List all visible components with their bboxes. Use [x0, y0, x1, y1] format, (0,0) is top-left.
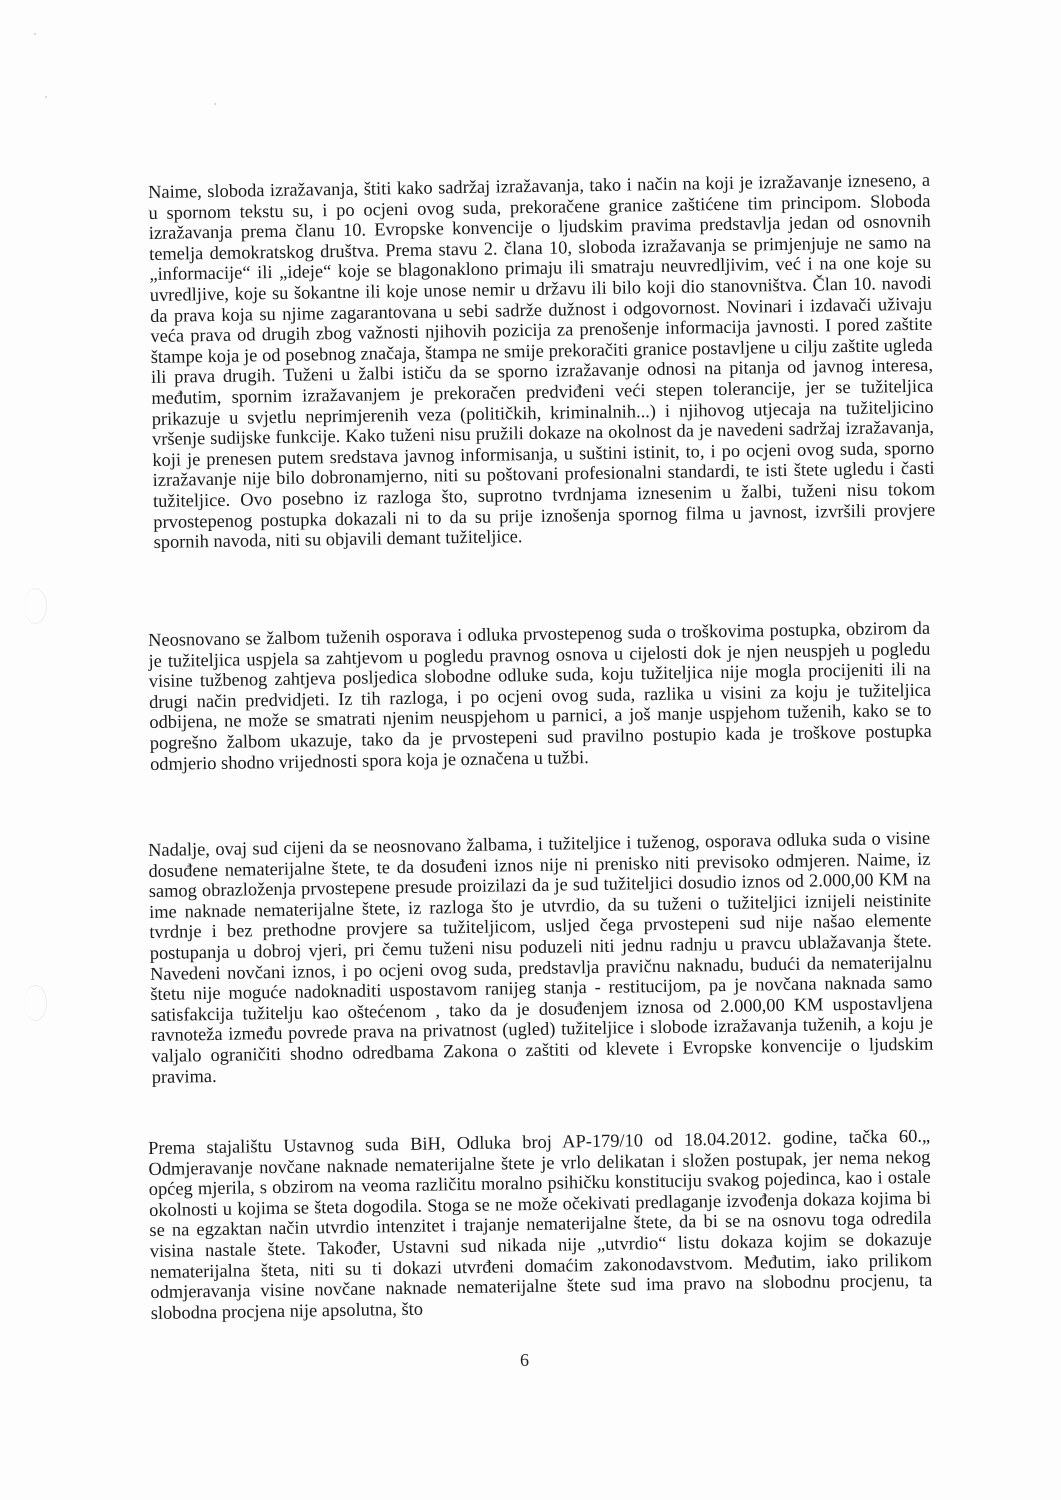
- paragraph-text: Nadalje, ovaj sud cijeni da se neosnovano žalbama, i tužiteljice i tuženog, osporava odluka suda o visine dosuđene nematerijalne štete, te da dosuđeni iznos nije ni prenisko niti previsoko odmjeren. Naime, iz samog obrazloženja prvostepene presude proizilazi da je sud tužiteljici dosudio iznos od 2.000,00 KM na ime naknade nematerijalne štete, iz razloga što je utvrdio, da su tuženi o tužiteljici iznijeli neistinite tvrdnje i bez prethodne provjere sa tužiteljicom, usljed čega prvostepeni sud nije našao elemente postupanja u dobroj vjeri, pri čemu tuženi nisu poduzeli niti jednu radnju u pravcu ublažavanja štete. Navedeni novčani iznos, i po ocjeni ovog suda, predstavlja pravičnu naknadu, budući da nematerijalnu štetu nije moguće nadoknaditi uspostavom ranijeg stanja - restitucijom, pa je novčana naknada samo satisfakcija tužitelju kao oštećenom , tako da je dosuđenjem iznosa od 2.000,00 KM uspostavljena ravnoteža između povrede prava na privatnost (ugled) tužiteljice i slobode izražavanja tuženih, a koju je valjalo ograničiti shodno odredbama Zakona o zaštiti od klevete i Evropske konvencije o ljudskim pravima.: [148, 827, 934, 1087]
- scan-speck: [34, 33, 36, 35]
- paragraph-text: Neosnovano se žalbom tuženih osporava i odluka prvostepenog suda o troškovima postupka, obzirom da je tužiteljica uspjela sa zahtjevom u pogledu pravnog osnova u cijelosti dok je njen neuspjeh u pogledu visine tužbenog zahtjeva posljedica slobodne odluke suda, koju tužiteljica nije mogla procijeniti ili na drugi način predvidjeti. Iz tih razloga, i po ocjeni ovog suda, razlika u visini za koju je tužiteljica odbijena, ne može se smatrati njenim neuspjehom u parnici, a još manje uspjehom tuženih, kako se to pogrešno žalbom ukazuje, tako da je prvostepeni sud pravilno postupio kada je troškove postupka odmjerio shodno vrijednosti spora koja je označena u tužbi.: [148, 617, 932, 774]
- paragraph-freedom-of-expression: [148, 170, 936, 553]
- paragraph-text: Prema stajalištu Ustavnog suda BiH, Odluka broj AP-179/10 od 18.04.2012. godine, tačka 60.„ Odmjeravanje novčane naknade nematerijalne štete je vrlo delikatan i složen postupak, jer nema nekog općeg mjerila, s obzirom na veoma različitu moralno psihičku konstituciju svakog pojedinca, kao i ostale okolnosti u kojima se šteta dogodila. Stoga se ne može očekivati predlaganje izvođenja dokaza kojima bi se na egzaktan način utvrdio intenzitet i trajanje nematerijalne štete, da bi se na osnovu toga odredila visina nastale štete. Također, Ustavni sud nikada nije „utvrdio“ listu dokaza kojim se dokazuje nematerijalna šteta, niti su ti dokazi utvrđeni domaćim zakonodavstvom. Međutim, iako prilikom odmjeravanja visine novčane naknade nematerijalne štete sud ima pravo na slobodnu procjenu, ta slobodna procjena nije apsolutna, što: [148, 1125, 933, 1323]
- punch-hole-mark: [24, 985, 47, 1021]
- paragraph-text: Naime, sloboda izražavanja, štiti kako sadržaj izražavanja, tako i način na koji je izražavanje izneseno, a u spornom tekstu su, i po ocjeni ovog suda, prekoračene granice zaštićene tim principom. Sloboda izražavanja prema članu 10. Evropske konvencije o ljudskim pravima predstavlja jedan od osnovnih temelja demokratskog društva. Prema stavu 2. člana 10, sloboda izražavanja se primjenjuje ne samo na „informacije“ ili „ideje“ koje se blagonaklono primaju ili smatraju neuvredljivim, već i na one koje su uvredljive, koje su šokantne ili koje unose nemir u državu ili bilo koji dio stanovništva. Član 10. navodi da prava koja su njime zagarantovana u sebi sadrže dužnost i odgovornost. Novinari i izdavači uživaju veća prava od drugih zbog važnosti njihovih pozicija za prenošenje informacija javnosti. I pored zaštite štampe koja je od posebnog značaja, štampa ne smije prekoračiti granice postavljene u cilju zaštite ugleda ili prava drugih. Tuženi u žalbi ističu da se sporno izražavanje odnosi na pitanja od javnog interesa, međutim, spornim izražavanjem je prekoračen predviđeni veći stepen tolerancije, jer se tužiteljica prikazuje u svjetlu neprimjerenih veza (političkih, kriminalnih...) i njihovog utjecaja na tužiteljicino vršenje sudijske funkcije. Kako tuženi nisu pružili dokaze na okolnost da je navedeni sadržaj izražavanja, koji je prenesen putem sredstava javnog informisanja, u suštini istinit, to, i po ocjeni ovog suda, sporno izražavanje nije bilo dobronamjerno, niti su poštovani profesionalni standardi, te isti štete ugledu i časti tužiteljice. Ovo posebno iz razloga što, suprotno tvrdnjama iznesenim u žalbi, tuženi nisu tokom prvostepenog postupka dokazali ni to da su prije iznošenja spornog filma u javnost, izvršili provjere spornih navoda, niti su objavili demant tužiteljice.: [148, 169, 936, 553]
- paragraph-constitutional-court: [148, 1126, 933, 1324]
- paragraph-damages-amount: [148, 828, 934, 1087]
- paragraph-procedure-costs: [148, 618, 932, 774]
- scan-speck: [214, 103, 216, 105]
- punch-hole-mark: [24, 588, 47, 624]
- scan-speck: [45, 96, 47, 98]
- page-number: 6: [520, 1350, 529, 1370]
